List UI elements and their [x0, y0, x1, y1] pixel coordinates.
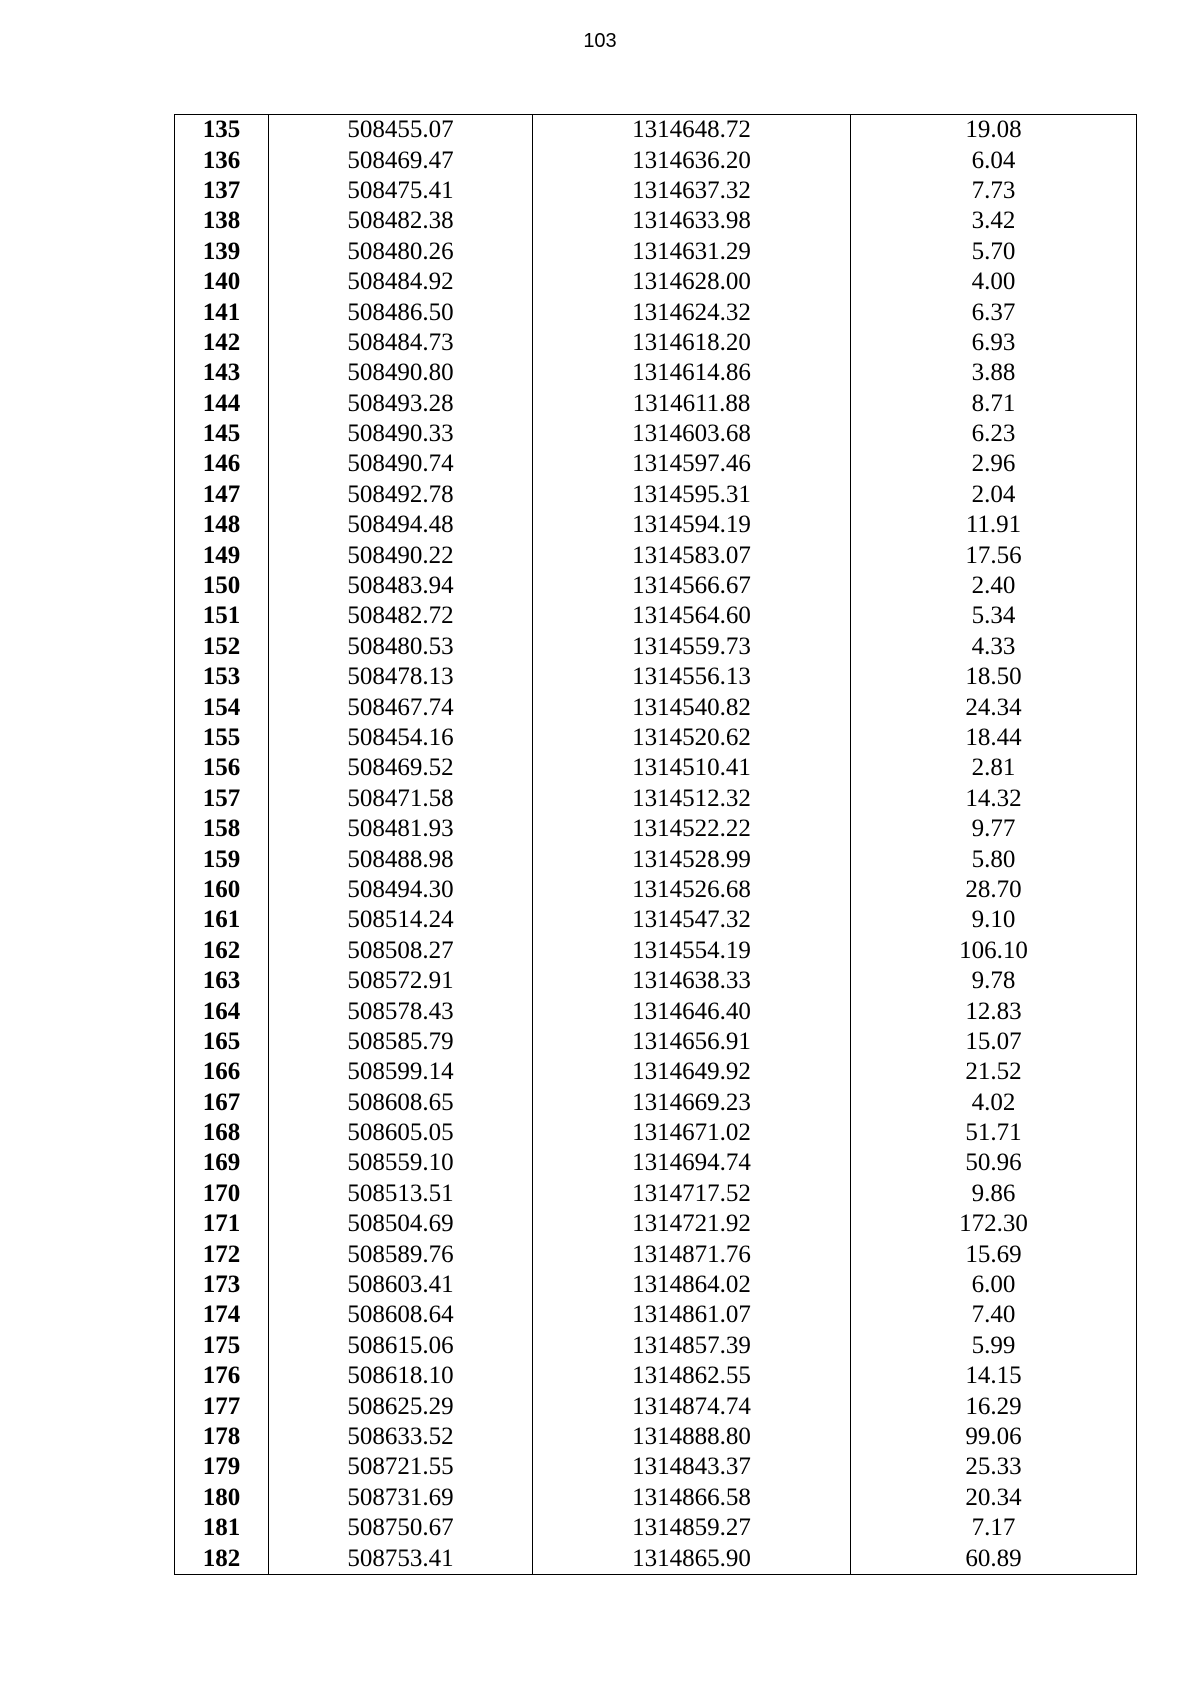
point-cell: 171 [175, 1209, 269, 1239]
point-cell: 149 [175, 540, 269, 570]
y-coordinate-cell: 1314857.39 [533, 1331, 851, 1361]
y-coordinate-cell: 1314614.86 [533, 358, 851, 388]
x-coordinate-cell: 508471.58 [269, 784, 533, 814]
y-coordinate-cell: 1314871.76 [533, 1239, 851, 1269]
table-row [175, 480, 1137, 510]
table-row [175, 784, 1137, 814]
x-coordinate-cell: 508603.41 [269, 1270, 533, 1300]
point-cell: 170 [175, 1179, 269, 1209]
distance-cell: 9.86 [851, 1179, 1137, 1209]
y-coordinate-cell: 1314649.92 [533, 1057, 851, 1087]
distance-cell: 4.00 [851, 267, 1137, 297]
x-coordinate-cell: 508508.27 [269, 936, 533, 966]
table-row [175, 1513, 1137, 1543]
y-coordinate-cell: 1314671.02 [533, 1118, 851, 1148]
distance-cell: 19.08 [851, 115, 1137, 146]
point-cell: 180 [175, 1483, 269, 1513]
y-coordinate-cell: 1314595.31 [533, 480, 851, 510]
point-cell: 160 [175, 875, 269, 905]
x-coordinate-cell: 508486.50 [269, 297, 533, 327]
point-cell: 150 [175, 571, 269, 601]
point-cell: 146 [175, 449, 269, 479]
y-coordinate-cell: 1314522.22 [533, 814, 851, 844]
table-row [175, 389, 1137, 419]
table-row [175, 692, 1137, 722]
y-coordinate-cell: 1314694.74 [533, 1148, 851, 1178]
y-coordinate-cell: 1314594.19 [533, 510, 851, 540]
point-cell: 148 [175, 510, 269, 540]
x-coordinate-cell: 508480.53 [269, 632, 533, 662]
table-row [175, 419, 1137, 449]
point-cell: 172 [175, 1239, 269, 1269]
x-coordinate-cell: 508559.10 [269, 1148, 533, 1178]
distance-cell: 11.91 [851, 510, 1137, 540]
table-row [175, 206, 1137, 236]
table-row [175, 1300, 1137, 1330]
x-coordinate-cell: 508492.78 [269, 480, 533, 510]
x-coordinate-cell: 508483.94 [269, 571, 533, 601]
x-coordinate-cell: 508484.73 [269, 328, 533, 358]
table-row [175, 875, 1137, 905]
y-coordinate-cell: 1314556.13 [533, 662, 851, 692]
distance-cell: 3.42 [851, 206, 1137, 236]
y-coordinate-cell: 1314624.32 [533, 297, 851, 327]
y-coordinate-cell: 1314597.46 [533, 449, 851, 479]
point-cell: 136 [175, 145, 269, 175]
distance-cell: 14.32 [851, 784, 1137, 814]
table-row [175, 601, 1137, 631]
x-coordinate-cell: 508469.47 [269, 145, 533, 175]
point-cell: 179 [175, 1452, 269, 1482]
x-coordinate-cell: 508731.69 [269, 1483, 533, 1513]
table-row [175, 814, 1137, 844]
y-coordinate-cell: 1314528.99 [533, 844, 851, 874]
point-cell: 177 [175, 1391, 269, 1421]
distance-cell: 15.69 [851, 1239, 1137, 1269]
distance-cell: 2.81 [851, 753, 1137, 783]
point-cell: 147 [175, 480, 269, 510]
y-coordinate-cell: 1314646.40 [533, 996, 851, 1026]
y-coordinate-cell: 1314721.92 [533, 1209, 851, 1239]
x-coordinate-cell: 508514.24 [269, 905, 533, 935]
page-number: 103 [583, 30, 617, 52]
point-cell: 175 [175, 1331, 269, 1361]
distance-cell: 6.93 [851, 328, 1137, 358]
distance-cell: 21.52 [851, 1057, 1137, 1087]
y-coordinate-cell: 1314631.29 [533, 237, 851, 267]
distance-cell: 5.80 [851, 844, 1137, 874]
point-cell: 143 [175, 358, 269, 388]
point-cell: 137 [175, 176, 269, 206]
point-cell: 144 [175, 389, 269, 419]
distance-cell: 9.77 [851, 814, 1137, 844]
distance-cell: 24.34 [851, 692, 1137, 722]
x-coordinate-cell: 508494.48 [269, 510, 533, 540]
y-coordinate-cell: 1314636.20 [533, 145, 851, 175]
table-row [175, 328, 1137, 358]
distance-cell: 15.07 [851, 1027, 1137, 1057]
point-cell: 152 [175, 632, 269, 662]
distance-cell: 12.83 [851, 996, 1137, 1026]
x-coordinate-cell: 508490.33 [269, 419, 533, 449]
x-coordinate-cell: 508493.28 [269, 389, 533, 419]
point-cell: 174 [175, 1300, 269, 1330]
y-coordinate-cell: 1314865.90 [533, 1543, 851, 1574]
y-coordinate-cell: 1314843.37 [533, 1452, 851, 1482]
point-cell: 156 [175, 753, 269, 783]
distance-cell: 5.99 [851, 1331, 1137, 1361]
distance-cell: 6.23 [851, 419, 1137, 449]
y-coordinate-cell: 1314862.55 [533, 1361, 851, 1391]
x-coordinate-cell: 508753.41 [269, 1543, 533, 1574]
table-row [175, 905, 1137, 935]
y-coordinate-cell: 1314510.41 [533, 753, 851, 783]
point-cell: 164 [175, 996, 269, 1026]
x-coordinate-cell: 508615.06 [269, 1331, 533, 1361]
x-coordinate-cell: 508488.98 [269, 844, 533, 874]
point-cell: 135 [175, 115, 269, 146]
table-row [175, 297, 1137, 327]
x-coordinate-cell: 508589.76 [269, 1239, 533, 1269]
distance-cell: 50.96 [851, 1148, 1137, 1178]
y-coordinate-cell: 1314554.19 [533, 936, 851, 966]
y-coordinate-cell: 1314618.20 [533, 328, 851, 358]
point-cell: 163 [175, 966, 269, 996]
y-coordinate-cell: 1314866.58 [533, 1483, 851, 1513]
coordinates-table [174, 114, 1137, 1575]
distance-cell: 4.33 [851, 632, 1137, 662]
x-coordinate-cell: 508454.16 [269, 723, 533, 753]
point-cell: 139 [175, 237, 269, 267]
x-coordinate-cell: 508484.92 [269, 267, 533, 297]
table-row [175, 1483, 1137, 1513]
distance-cell: 7.40 [851, 1300, 1137, 1330]
y-coordinate-cell: 1314564.60 [533, 601, 851, 631]
table-row [175, 662, 1137, 692]
distance-cell: 18.44 [851, 723, 1137, 753]
y-coordinate-cell: 1314669.23 [533, 1088, 851, 1118]
distance-cell: 9.10 [851, 905, 1137, 935]
x-coordinate-cell: 508504.69 [269, 1209, 533, 1239]
x-coordinate-cell: 508478.13 [269, 662, 533, 692]
distance-cell: 99.06 [851, 1422, 1137, 1452]
coordinates-table-body [175, 115, 1137, 1575]
distance-cell: 6.04 [851, 145, 1137, 175]
point-cell: 178 [175, 1422, 269, 1452]
distance-cell: 5.70 [851, 237, 1137, 267]
distance-cell: 6.00 [851, 1270, 1137, 1300]
x-coordinate-cell: 508633.52 [269, 1422, 533, 1452]
point-cell: 162 [175, 936, 269, 966]
distance-cell: 51.71 [851, 1118, 1137, 1148]
distance-cell: 8.71 [851, 389, 1137, 419]
x-coordinate-cell: 508721.55 [269, 1452, 533, 1482]
x-coordinate-cell: 508608.64 [269, 1300, 533, 1330]
distance-cell: 6.37 [851, 297, 1137, 327]
x-coordinate-cell: 508625.29 [269, 1391, 533, 1421]
y-coordinate-cell: 1314603.68 [533, 419, 851, 449]
point-cell: 140 [175, 267, 269, 297]
y-coordinate-cell: 1314559.73 [533, 632, 851, 662]
table-row [175, 1422, 1137, 1452]
point-cell: 157 [175, 784, 269, 814]
y-coordinate-cell: 1314540.82 [533, 692, 851, 722]
table-row [175, 753, 1137, 783]
table-row [175, 1148, 1137, 1178]
point-cell: 165 [175, 1027, 269, 1057]
table-row [175, 571, 1137, 601]
x-coordinate-cell: 508481.93 [269, 814, 533, 844]
x-coordinate-cell: 508469.52 [269, 753, 533, 783]
distance-cell: 25.33 [851, 1452, 1137, 1482]
distance-cell: 17.56 [851, 540, 1137, 570]
table-row [175, 267, 1137, 297]
x-coordinate-cell: 508578.43 [269, 996, 533, 1026]
point-cell: 153 [175, 662, 269, 692]
distance-cell: 20.34 [851, 1483, 1137, 1513]
point-cell: 173 [175, 1270, 269, 1300]
point-cell: 151 [175, 601, 269, 631]
distance-cell: 3.88 [851, 358, 1137, 388]
x-coordinate-cell: 508618.10 [269, 1361, 533, 1391]
y-coordinate-cell: 1314637.32 [533, 176, 851, 206]
table-row [175, 237, 1137, 267]
distance-cell: 7.17 [851, 1513, 1137, 1543]
table-row [175, 1391, 1137, 1421]
table-row [175, 1270, 1137, 1300]
distance-cell: 7.73 [851, 176, 1137, 206]
table-row [175, 540, 1137, 570]
point-cell: 138 [175, 206, 269, 236]
y-coordinate-cell: 1314547.32 [533, 905, 851, 935]
x-coordinate-cell: 508455.07 [269, 115, 533, 146]
point-cell: 176 [175, 1361, 269, 1391]
table-row [175, 176, 1137, 206]
distance-cell: 4.02 [851, 1088, 1137, 1118]
y-coordinate-cell: 1314520.62 [533, 723, 851, 753]
point-cell: 145 [175, 419, 269, 449]
point-cell: 167 [175, 1088, 269, 1118]
table-row [175, 449, 1137, 479]
point-cell: 155 [175, 723, 269, 753]
y-coordinate-cell: 1314628.00 [533, 267, 851, 297]
y-coordinate-cell: 1314638.33 [533, 966, 851, 996]
table-row [175, 1452, 1137, 1482]
y-coordinate-cell: 1314859.27 [533, 1513, 851, 1543]
table-row [175, 1118, 1137, 1148]
distance-cell: 18.50 [851, 662, 1137, 692]
y-coordinate-cell: 1314611.88 [533, 389, 851, 419]
y-coordinate-cell: 1314526.68 [533, 875, 851, 905]
y-coordinate-cell: 1314874.74 [533, 1391, 851, 1421]
distance-cell: 2.96 [851, 449, 1137, 479]
table-row [175, 1361, 1137, 1391]
y-coordinate-cell: 1314888.80 [533, 1422, 851, 1452]
point-cell: 142 [175, 328, 269, 358]
distance-cell: 60.89 [851, 1543, 1137, 1574]
y-coordinate-cell: 1314656.91 [533, 1027, 851, 1057]
table-row [175, 844, 1137, 874]
table-row [175, 1088, 1137, 1118]
point-cell: 158 [175, 814, 269, 844]
distance-cell: 2.04 [851, 480, 1137, 510]
table-row [175, 145, 1137, 175]
point-cell: 182 [175, 1543, 269, 1574]
table-row [175, 632, 1137, 662]
table-row [175, 1209, 1137, 1239]
table-row [175, 1543, 1137, 1574]
table-row [175, 115, 1137, 146]
point-cell: 168 [175, 1118, 269, 1148]
distance-cell: 172.30 [851, 1209, 1137, 1239]
x-coordinate-cell: 508513.51 [269, 1179, 533, 1209]
y-coordinate-cell: 1314566.67 [533, 571, 851, 601]
y-coordinate-cell: 1314717.52 [533, 1179, 851, 1209]
point-cell: 161 [175, 905, 269, 935]
table-row [175, 358, 1137, 388]
y-coordinate-cell: 1314861.07 [533, 1300, 851, 1330]
point-cell: 169 [175, 1148, 269, 1178]
x-coordinate-cell: 508605.05 [269, 1118, 533, 1148]
point-cell: 181 [175, 1513, 269, 1543]
table-row [175, 1331, 1137, 1361]
point-cell: 141 [175, 297, 269, 327]
y-coordinate-cell: 1314512.32 [533, 784, 851, 814]
x-coordinate-cell: 508572.91 [269, 966, 533, 996]
distance-cell: 9.78 [851, 966, 1137, 996]
table-row [175, 936, 1137, 966]
y-coordinate-cell: 1314583.07 [533, 540, 851, 570]
x-coordinate-cell: 508750.67 [269, 1513, 533, 1543]
point-cell: 166 [175, 1057, 269, 1087]
table-row [175, 1057, 1137, 1087]
x-coordinate-cell: 508475.41 [269, 176, 533, 206]
y-coordinate-cell: 1314648.72 [533, 115, 851, 146]
distance-cell: 5.34 [851, 601, 1137, 631]
distance-cell: 28.70 [851, 875, 1137, 905]
table-row [175, 510, 1137, 540]
x-coordinate-cell: 508490.80 [269, 358, 533, 388]
distance-cell: 2.40 [851, 571, 1137, 601]
table-row [175, 966, 1137, 996]
table-row [175, 1027, 1137, 1057]
x-coordinate-cell: 508482.72 [269, 601, 533, 631]
table-row [175, 996, 1137, 1026]
x-coordinate-cell: 508490.22 [269, 540, 533, 570]
x-coordinate-cell: 508585.79 [269, 1027, 533, 1057]
x-coordinate-cell: 508490.74 [269, 449, 533, 479]
point-cell: 159 [175, 844, 269, 874]
table-row [175, 1179, 1137, 1209]
y-coordinate-cell: 1314864.02 [533, 1270, 851, 1300]
y-coordinate-cell: 1314633.98 [533, 206, 851, 236]
x-coordinate-cell: 508482.38 [269, 206, 533, 236]
table-row [175, 723, 1137, 753]
x-coordinate-cell: 508599.14 [269, 1057, 533, 1087]
x-coordinate-cell: 508480.26 [269, 237, 533, 267]
distance-cell: 106.10 [851, 936, 1137, 966]
x-coordinate-cell: 508467.74 [269, 692, 533, 722]
distance-cell: 16.29 [851, 1391, 1137, 1421]
point-cell: 154 [175, 692, 269, 722]
table-row [175, 1239, 1137, 1269]
x-coordinate-cell: 508494.30 [269, 875, 533, 905]
distance-cell: 14.15 [851, 1361, 1137, 1391]
x-coordinate-cell: 508608.65 [269, 1088, 533, 1118]
